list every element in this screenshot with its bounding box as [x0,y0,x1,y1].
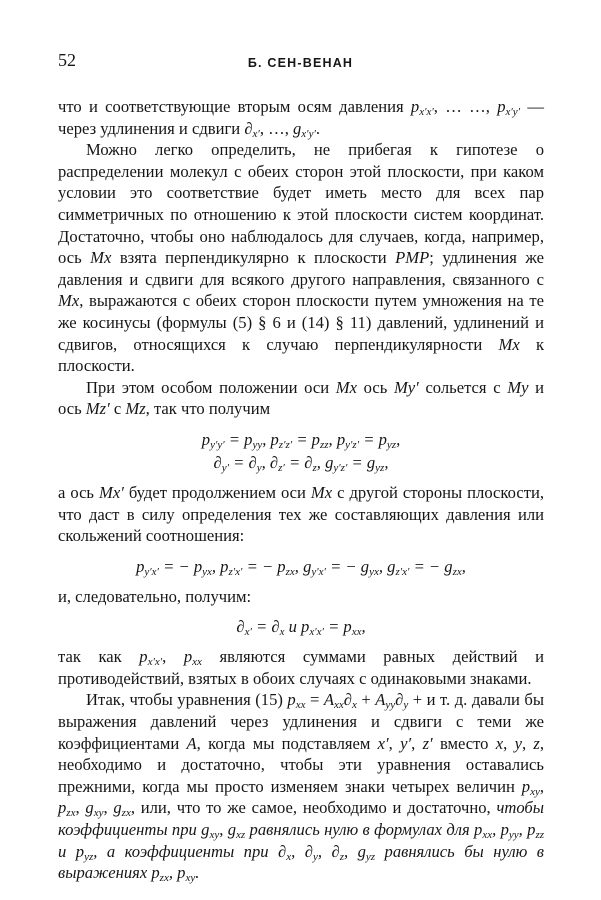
page-number: 52 [58,50,76,70]
main-text [58,96,544,884]
equation-4: $\partial_{x'} = \partial_x$ и $p_{x'x'} = p_{xx}$, [236,617,366,639]
equation-2: $\partial_{y'} = \partial_y$, $\partial_{z'} = \partial_z$, $g_{y'z'} = g_{yz}$, [213,452,389,474]
page-header [58,50,543,74]
paragraph-4: а ось Mx′ будет продолжением оси Mx с другой стороны плоскости, что даст в силу определения тех же составляющих давления или скольжений соотношения: [58,482,544,546]
paragraph-1: что и соответствующие вторым осям давления $p_{x'x'}$, … …, $p_{x'y'}$ — через удлинения и сдвиги $\partial_{x'}$, …, $g_{x'y'}$. [58,97,544,140]
paragraph-7: Итак, чтобы уравнения (15) $p_{xx} = A_{xx}\partial_x + A_{yy}\partial_y + и$ т. д. давали бы выражения давлений через удлинения и сдвиги с теми же коэффициентами A, когда мы подставляем x′, y′, z′ вместо x, y, z, необходимо и достаточно, чтобы эти уравнения оставались прежними, когда мы просто изменяем знаки четырех величин $p_{xy}$, $p_{zx}$, $g_{xy}$, $g_{zx}$, или, что то же самое, необходимо и достаточно, чтобы коэффициенты при $g_{xy}$, $g_{xz}$ равнялись нулю в формулах для $p_{xx}$, $p_{yy}$, $p_{zz}$ и $p_{yz}$, а коэффициенты при $\partial_x$, $\partial_y$, $\partial_z$, $g_{yz}$ равнялись бы нулю в выражениях $p_{zx}$, $p_{xy}$. [58,690,545,885]
equation-block-1 [58,428,544,474]
equation-block-3 [58,615,544,638]
equation-1: $p_{y'y'} = p_{yy}$, $p_{z'z'} = p_{zz}$, $p_{y'z'} = p_{yz}$, [201,429,401,451]
paragraph-2: Можно легко определить, не прибегая к гипотезе о распределении молекул с обеих сторон этой плоскости, при каком условии это соответствие будет иметь место для всех пар симметричных по отношению к этой плоскости систем координат. Достаточно, чтобы оно наблюдалось для случаев, когда, например, ось Mx взята перпендикулярно к плоскости PMP; удлинения же давления и сдвиги для всякого другого направления, связанного с Mx, выражаются с обеих сторон плоскости путем умножения на те же косинусы (формулы (5) § 6 и (14) § 11) давлений, удлинений и сдвигов, относящихся к случаю перпендикулярности Mx к плоскости. [58,140,545,376]
equation-block-2 [58,555,544,578]
paragraph-6: так как $p_{x'x'}$, $p_{xx}$ являются суммами равных действий и противодействий, взятых в обоих случаях с одинаковыми знаками. [58,647,545,688]
paragraph-3: При этом особом положении оси Mx ось My′ сольется с My и ось Mz′ с Mz, так что получим [58,377,545,419]
paragraph-5: и, следовательно, получим: [58,586,252,606]
equation-3: $p_{y'x'}$ = − $p_{yx}$, $p_{z'x'}$ = − $p_{zx}$, $g_{y'x'}$ = − $g_{yx}$, $g_{z'x'}$ = − $g_{zx}$, [136,556,466,578]
running-head: Б. СЕН-ВЕНАН [247,56,354,70]
